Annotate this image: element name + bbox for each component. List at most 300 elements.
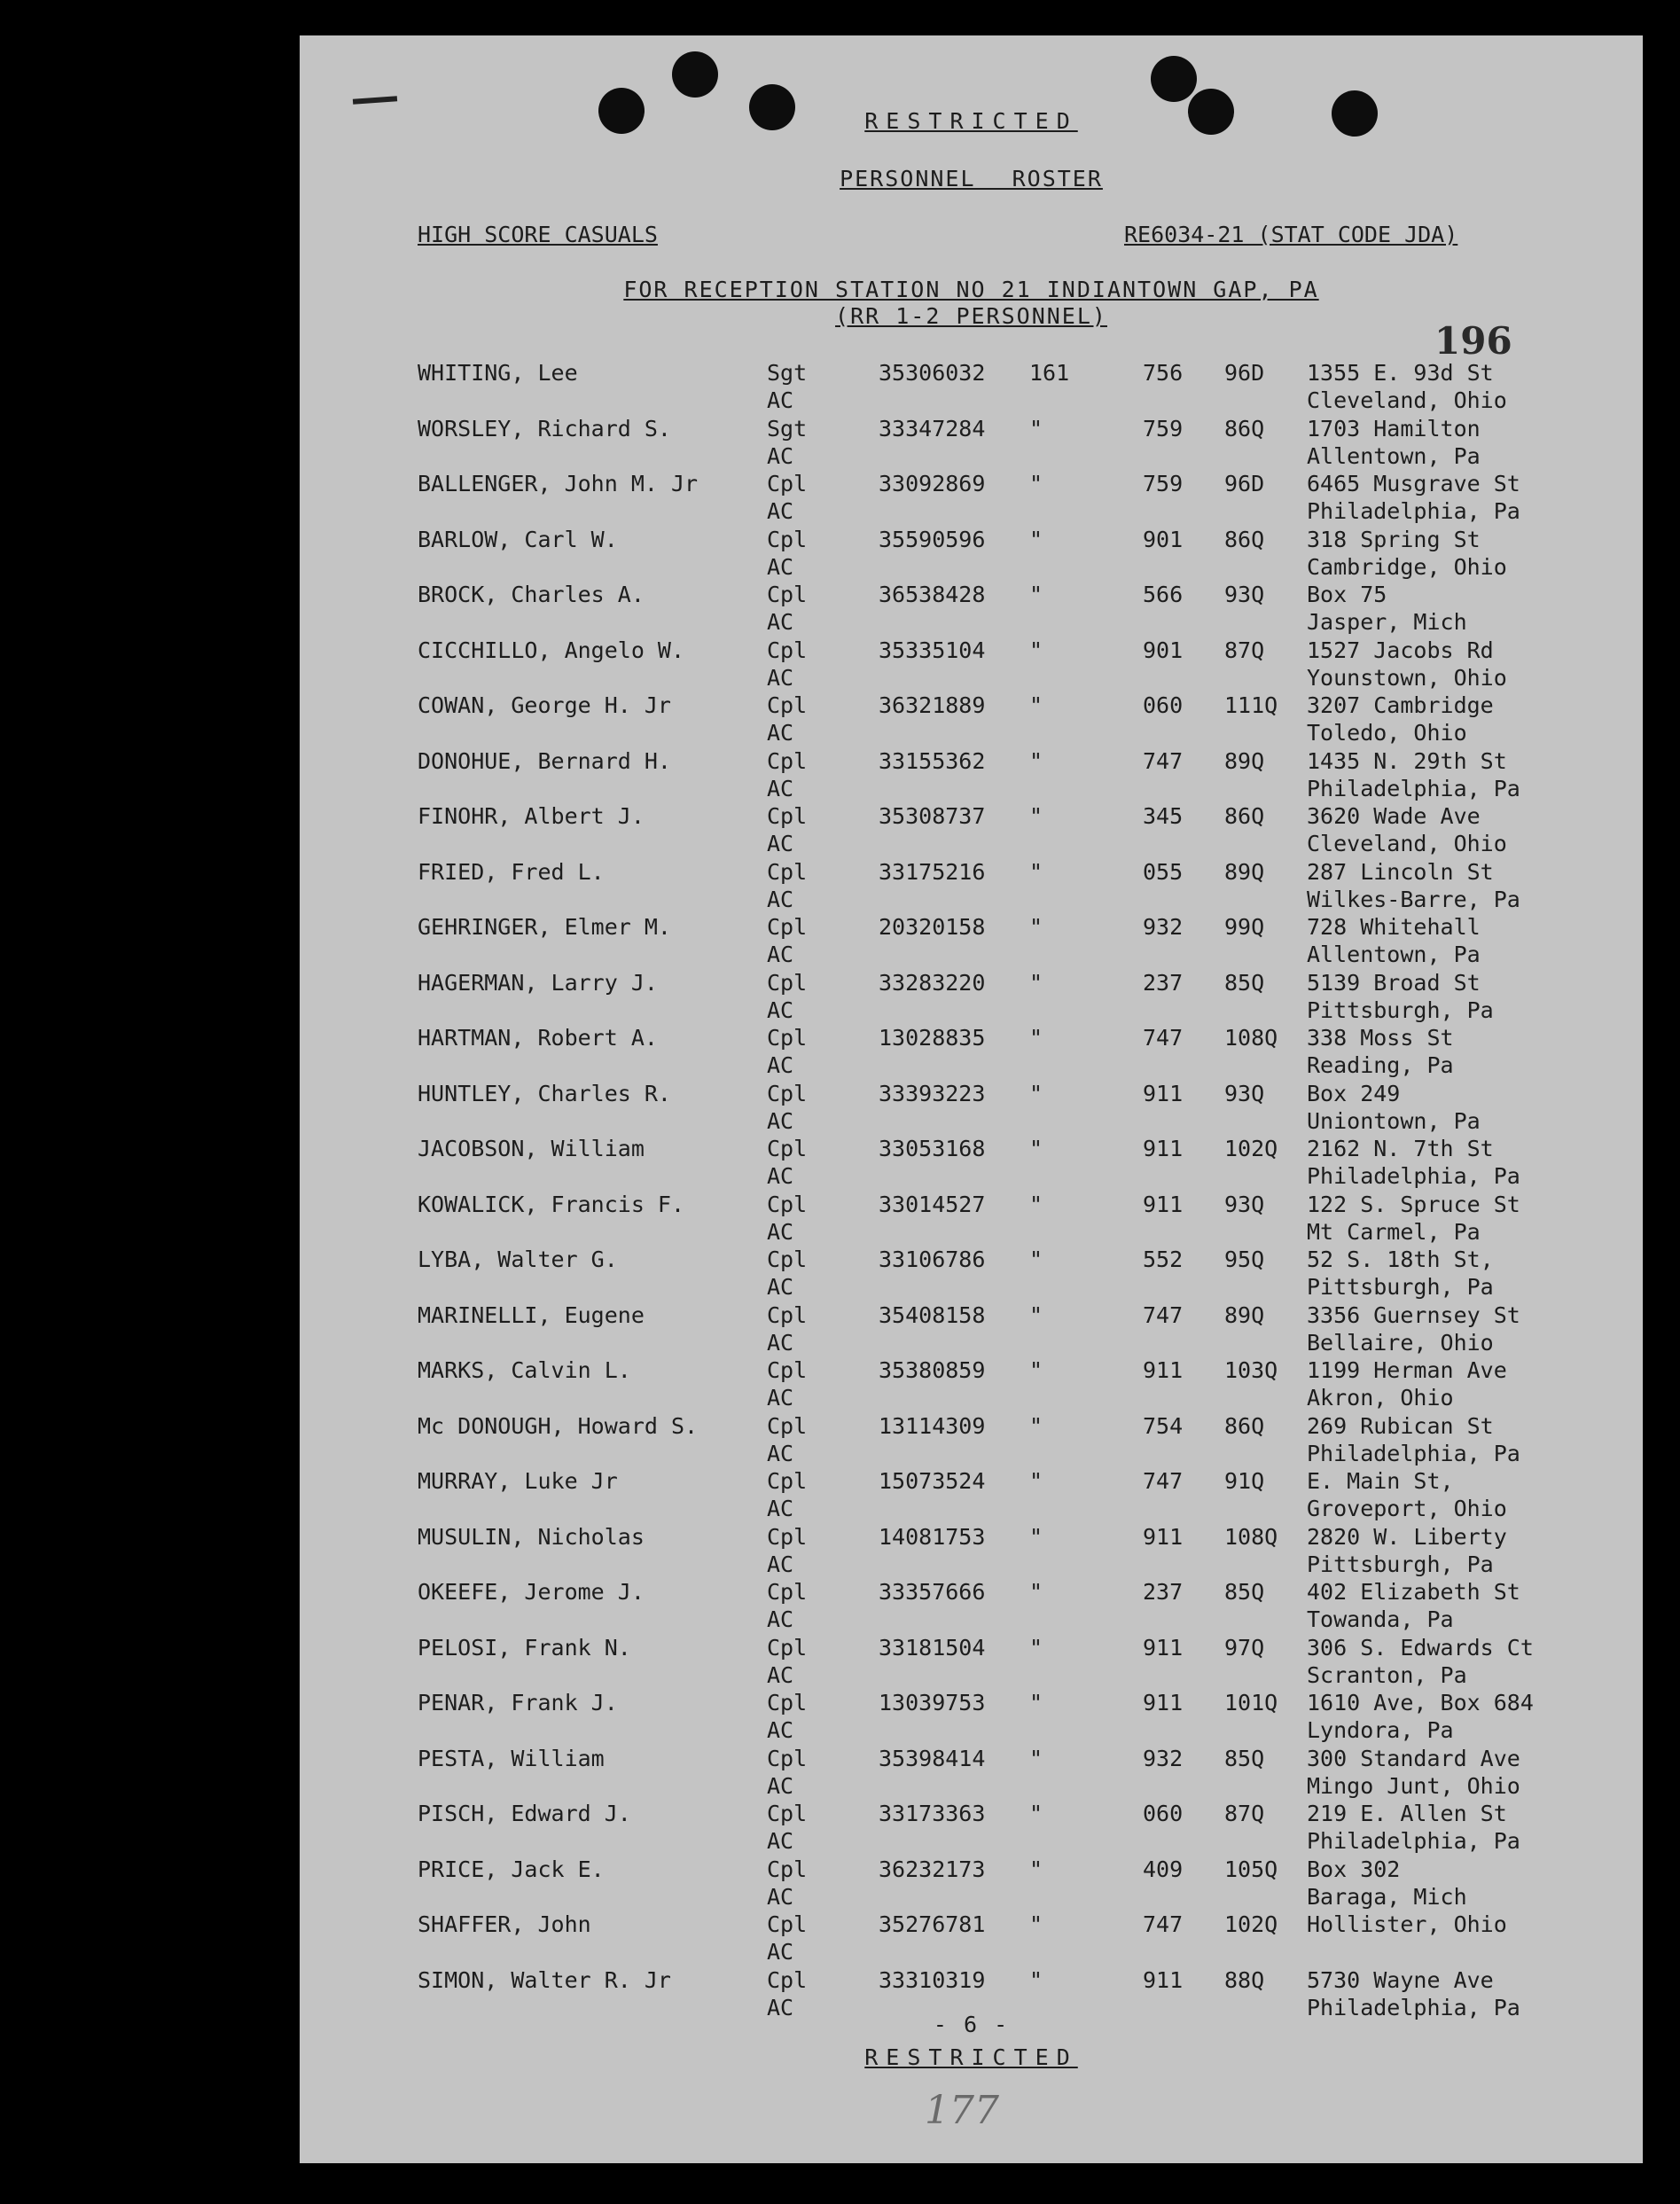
table-row (300, 1524, 1643, 1579)
branch: AC (767, 996, 794, 1023)
address-line-2: Uniontown, Pa (1307, 1107, 1481, 1134)
address-line-2: Pittsburgh, Pa (1307, 1551, 1494, 1577)
handwritten-number: 177 (925, 2088, 999, 2133)
address-line-2: Cleveland, Ohio (1307, 387, 1507, 413)
score-code: 95Q (1224, 1247, 1265, 1272)
score-code: 96D (1224, 471, 1265, 496)
branch: AC (767, 609, 794, 635)
score-code: 108Q (1224, 1025, 1278, 1051)
person-name: WORSLEY, Richard S. (418, 415, 671, 442)
table-row (300, 1413, 1643, 1468)
score-code: 91Q (1224, 1468, 1265, 1494)
mos-number: 911 (1143, 1357, 1184, 1383)
rank: Cpl (767, 1247, 808, 1272)
address-line-1: 3207 Cambridge (1307, 692, 1494, 718)
person-name: PESTA, William (418, 1745, 605, 1771)
code: " (1029, 415, 1043, 442)
serial-number: 33155362 (879, 747, 986, 774)
mos-number: 060 (1143, 1801, 1184, 1826)
address-line-2: Towanda, Pa (1307, 1606, 1454, 1632)
serial-number: 33283220 (879, 969, 986, 996)
address-line-1: 269 Rubican St (1307, 1412, 1494, 1439)
mos-number: 756 (1143, 360, 1184, 386)
branch: AC (767, 720, 794, 746)
branch: AC (767, 1883, 794, 1910)
address-line-2: Jasper, Mich (1307, 609, 1467, 635)
address-line-2: Younstown, Ohio (1307, 664, 1507, 691)
table-row (300, 582, 1643, 637)
code: " (1029, 1690, 1043, 1716)
table-row (300, 1192, 1643, 1247)
branch: AC (767, 1107, 794, 1134)
address-line-2: Mt Carmel, Pa (1307, 1218, 1481, 1245)
address-line-1: E. Main St, (1307, 1468, 1454, 1494)
score-code: 102Q (1224, 1136, 1278, 1161)
code: " (1029, 747, 1043, 774)
mos-number: 911 (1143, 1523, 1184, 1550)
address-line-2: Pittsburgh, Pa (1307, 1274, 1494, 1300)
mos-number: 747 (1143, 1025, 1184, 1051)
code: " (1029, 1412, 1043, 1439)
table-row (300, 1579, 1643, 1634)
address-line-2: Philadelphia, Pa (1307, 1994, 1520, 2020)
rank: Cpl (767, 1468, 808, 1494)
branch: AC (767, 387, 794, 413)
address-line-2: Philadelphia, Pa (1307, 1828, 1520, 1854)
score-code: 99Q (1224, 914, 1265, 940)
rank: Cpl (767, 1745, 808, 1771)
address-line-1: 300 Standard Ave (1307, 1745, 1520, 1771)
score-code: 93Q (1224, 1080, 1265, 1106)
score-code: 86Q (1224, 526, 1265, 552)
score-code: 86Q (1224, 1412, 1265, 1439)
rank: Cpl (767, 1412, 808, 1439)
code: " (1029, 1191, 1043, 1217)
code: " (1029, 858, 1043, 885)
unit-label: HIGH SCORE CASUALS (418, 222, 658, 247)
table-row (300, 1801, 1643, 1856)
branch: AC (767, 1717, 794, 1743)
address-line-2: Cleveland, Ohio (1307, 831, 1507, 856)
mos-number: 911 (1143, 1690, 1184, 1716)
branch: AC (767, 1939, 794, 1965)
mos-number: 911 (1143, 1191, 1184, 1217)
serial-number: 33053168 (879, 1136, 986, 1161)
code: " (1029, 1745, 1043, 1771)
serial-number: 13028835 (879, 1025, 986, 1051)
code: " (1029, 1856, 1043, 1882)
code: " (1029, 582, 1043, 607)
person-name: HAGERMAN, Larry J. (418, 969, 658, 996)
person-name: MARINELLI, Eugene (418, 1301, 645, 1328)
address-line-1: 318 Spring St (1307, 526, 1481, 552)
table-row (300, 1911, 1643, 1966)
mos-number: 552 (1143, 1247, 1184, 1272)
person-name: DONOHUE, Bernard H. (418, 747, 671, 774)
person-name: MUSULIN, Nicholas (418, 1523, 645, 1550)
address-line-2: Scranton, Pa (1307, 1661, 1467, 1688)
serial-number: 35276781 (879, 1911, 986, 1937)
table-row (300, 859, 1643, 914)
address-line-2: Pittsburgh, Pa (1307, 996, 1494, 1023)
address-line-1: 219 E. Allen St (1307, 1801, 1507, 1826)
address-line-1: 5139 Broad St (1307, 969, 1481, 996)
address-line-1: 3356 Guernsey St (1307, 1301, 1520, 1328)
code: " (1029, 1468, 1043, 1494)
mos-number: 747 (1143, 1911, 1184, 1937)
serial-number: 13039753 (879, 1690, 986, 1716)
document-page (300, 35, 1643, 2163)
person-name: CICCHILLO, Angelo W. (418, 637, 685, 663)
mos-number: 911 (1143, 1634, 1184, 1661)
table-row (300, 803, 1643, 858)
address-line-1: 1355 E. 93d St (1307, 360, 1494, 386)
branch: AC (767, 886, 794, 912)
address-line-1: 6465 Musgrave St (1307, 471, 1520, 496)
code: " (1029, 1136, 1043, 1161)
branch: AC (767, 1661, 794, 1688)
score-code: 103Q (1224, 1357, 1278, 1383)
address-line-2: Philadelphia, Pa (1307, 498, 1520, 524)
person-name: BROCK, Charles A. (418, 582, 645, 607)
mos-number: 759 (1143, 471, 1184, 496)
rank: Cpl (767, 1523, 808, 1550)
table-row (300, 360, 1643, 415)
mos-number: 747 (1143, 1301, 1184, 1328)
table-row (300, 692, 1643, 747)
address-line-2: Mingo Junt, Ohio (1307, 1772, 1520, 1799)
serial-number: 33092869 (879, 471, 986, 496)
mos-number: 901 (1143, 637, 1184, 663)
address-line-2: Reading, Pa (1307, 1052, 1454, 1078)
punch-hole (1151, 56, 1197, 102)
serial-number: 35590596 (879, 526, 986, 552)
rank: Sgt (767, 415, 808, 442)
code: " (1029, 692, 1043, 718)
rank: Cpl (767, 914, 808, 940)
address-line-1: Hollister, Ohio (1307, 1911, 1507, 1937)
mos-number: 932 (1143, 1745, 1184, 1771)
code: " (1029, 526, 1043, 552)
address-line-1: 306 S. Edwards Ct (1307, 1634, 1534, 1661)
score-code: 102Q (1224, 1911, 1278, 1937)
score-code: 85Q (1224, 969, 1265, 996)
branch: AC (767, 1385, 794, 1411)
mos-number: 055 (1143, 858, 1184, 885)
mos-number: 747 (1143, 747, 1184, 774)
person-name: HUNTLEY, Charles R. (418, 1080, 671, 1106)
address-line-2: Toledo, Ohio (1307, 720, 1467, 746)
table-row (300, 471, 1643, 526)
score-code: 108Q (1224, 1523, 1278, 1550)
serial-number: 33175216 (879, 858, 986, 885)
branch: AC (767, 1329, 794, 1356)
address-line-1: Box 302 (1307, 1856, 1401, 1882)
serial-number: 33173363 (879, 1801, 986, 1826)
rank: Cpl (767, 471, 808, 496)
code: " (1029, 1911, 1043, 1937)
person-name: KOWALICK, Francis F. (418, 1191, 685, 1217)
code: " (1029, 471, 1043, 496)
rank: Cpl (767, 1690, 808, 1716)
serial-number: 35408158 (879, 1301, 986, 1328)
branch: AC (767, 1218, 794, 1245)
rank: Cpl (767, 1911, 808, 1937)
handwritten-page-number: 196 (1434, 319, 1512, 363)
person-name: OKEEFE, Jerome J. (418, 1579, 645, 1605)
rank: Cpl (767, 1966, 808, 1993)
mos-number: 345 (1143, 803, 1184, 829)
branch: AC (767, 1606, 794, 1632)
address-line-1: 338 Moss St (1307, 1025, 1454, 1051)
person-name: FRIED, Fred L. (418, 858, 605, 885)
mos-number: 754 (1143, 1412, 1184, 1439)
address-line-1: 402 Elizabeth St (1307, 1579, 1520, 1605)
table-row (300, 1081, 1643, 1136)
personnel-subtitle: (RR 1-2 PERSONNEL) (835, 303, 1107, 329)
table-row (300, 1746, 1643, 1801)
mos-number: 566 (1143, 582, 1184, 607)
address-line-1: 1610 Ave, Box 684 (1307, 1690, 1534, 1716)
branch: AC (767, 1994, 794, 2020)
address-line-1: 2162 N. 7th St (1307, 1136, 1494, 1161)
address-line-1: 1703 Hamilton (1307, 415, 1481, 442)
code: " (1029, 1301, 1043, 1328)
person-name: MURRAY, Luke Jr (418, 1468, 618, 1494)
branch: AC (767, 1496, 794, 1521)
code: " (1029, 1801, 1043, 1826)
table-row (300, 1136, 1643, 1191)
rank: Cpl (767, 1136, 808, 1161)
serial-number: 35335104 (879, 637, 986, 663)
code: " (1029, 803, 1043, 829)
person-name: LYBA, Walter G. (418, 1247, 618, 1272)
rank: Cpl (767, 1191, 808, 1217)
serial-number: 20320158 (879, 914, 986, 940)
address-line-2: Groveport, Ohio (1307, 1496, 1507, 1521)
code: " (1029, 1080, 1043, 1106)
table-row (300, 527, 1643, 582)
person-name: WHITING, Lee (418, 360, 578, 386)
branch: AC (767, 553, 794, 580)
serial-number: 33310319 (879, 1966, 986, 1993)
score-code: 96D (1224, 360, 1265, 386)
ink-mark (353, 96, 397, 104)
serial-number: 33357666 (879, 1579, 986, 1605)
address-line-2: Allentown, Pa (1307, 942, 1481, 967)
code: " (1029, 1966, 1043, 1993)
score-code: 85Q (1224, 1579, 1265, 1605)
code: " (1029, 1523, 1043, 1550)
address-line-2: Wilkes-Barre, Pa (1307, 886, 1520, 912)
rank: Cpl (767, 582, 808, 607)
serial-number: 14081753 (879, 1523, 986, 1550)
serial-number: 35308737 (879, 803, 986, 829)
code: " (1029, 1634, 1043, 1661)
rank: Cpl (767, 1301, 808, 1328)
rank: Cpl (767, 747, 808, 774)
branch: AC (767, 831, 794, 856)
rank: Cpl (767, 692, 808, 718)
person-name: PRICE, Jack E. (418, 1856, 605, 1882)
address-line-2: Cambridge, Ohio (1307, 553, 1507, 580)
mos-number: 747 (1143, 1468, 1184, 1494)
address-line-1: 3620 Wade Ave (1307, 803, 1481, 829)
score-code: 85Q (1224, 1745, 1265, 1771)
rank: Cpl (767, 1025, 808, 1051)
mos-number: 932 (1143, 914, 1184, 940)
address-line-1: 287 Lincoln St (1307, 858, 1494, 885)
table-row (300, 970, 1643, 1025)
branch: AC (767, 1163, 794, 1189)
code: " (1029, 1579, 1043, 1605)
person-name: GEHRINGER, Elmer M. (418, 914, 671, 940)
rank: Cpl (767, 969, 808, 996)
rank: Cpl (767, 1634, 808, 1661)
address-line-2: Bellaire, Ohio (1307, 1329, 1494, 1356)
address-line-1: 122 S. Spruce St (1307, 1191, 1520, 1217)
rank: Cpl (767, 526, 808, 552)
table-row (300, 1856, 1643, 1911)
punch-hole (672, 51, 718, 98)
score-code: 101Q (1224, 1690, 1278, 1716)
score-code: 87Q (1224, 1801, 1265, 1826)
code: " (1029, 914, 1043, 940)
branch: AC (767, 1551, 794, 1577)
table-row (300, 1302, 1643, 1357)
address-line-2: Lyndora, Pa (1307, 1717, 1454, 1743)
classification-footer: RESTRICTED (864, 2044, 1078, 2070)
mos-number: 911 (1143, 1966, 1184, 1993)
serial-number: 35398414 (879, 1745, 986, 1771)
person-name: PISCH, Edward J. (418, 1801, 631, 1826)
roster-title: PERSONNEL ROSTER (840, 166, 1103, 191)
table-row (300, 1468, 1643, 1523)
score-code: 93Q (1224, 582, 1265, 607)
mos-number: 759 (1143, 415, 1184, 442)
score-code: 87Q (1224, 637, 1265, 663)
branch: AC (767, 664, 794, 691)
mos-number: 911 (1143, 1136, 1184, 1161)
table-row (300, 637, 1643, 692)
address-line-1: 1527 Jacobs Rd (1307, 637, 1494, 663)
address-line-1: 728 Whitehall (1307, 914, 1481, 940)
rank: Cpl (767, 1856, 808, 1882)
person-name: SHAFFER, John (418, 1911, 591, 1937)
table-row (300, 1357, 1643, 1412)
score-code: 88Q (1224, 1966, 1265, 1993)
score-code: 97Q (1224, 1634, 1265, 1661)
serial-number: 35306032 (879, 360, 986, 386)
serial-number: 15073524 (879, 1468, 986, 1494)
branch: AC (767, 775, 794, 801)
address-line-2: Philadelphia, Pa (1307, 775, 1520, 801)
serial-number: 36538428 (879, 582, 986, 607)
score-code: 93Q (1224, 1191, 1265, 1217)
branch: AC (767, 1052, 794, 1078)
code: " (1029, 969, 1043, 996)
rank: Sgt (767, 360, 808, 386)
table-row (300, 748, 1643, 803)
branch: AC (767, 1772, 794, 1799)
address-line-1: Box 249 (1307, 1080, 1401, 1106)
score-code: 86Q (1224, 415, 1265, 442)
rank: Cpl (767, 1579, 808, 1605)
rank: Cpl (767, 637, 808, 663)
station-title: FOR RECEPTION STATION NO 21 INDIANTOWN GAP, PA (623, 277, 1319, 302)
table-row (300, 416, 1643, 471)
score-code: 105Q (1224, 1856, 1278, 1882)
address-line-1: 2820 W. Liberty (1307, 1523, 1507, 1550)
reference-code: RE6034-21 (STAT CODE JDA) (1124, 222, 1458, 247)
score-code: 89Q (1224, 1301, 1265, 1328)
rank: Cpl (767, 803, 808, 829)
address-line-1: 5730 Wayne Ave (1307, 1966, 1494, 1993)
table-row (300, 1025, 1643, 1080)
serial-number: 33393223 (879, 1080, 986, 1106)
page-number: - 6 - (933, 2012, 1010, 2037)
table-row (300, 914, 1643, 969)
person-name: JACOBSON, William (418, 1136, 645, 1161)
code: " (1029, 1247, 1043, 1272)
table-row (300, 1247, 1643, 1301)
serial-number: 35380859 (879, 1357, 986, 1383)
address-line-2: Philadelphia, Pa (1307, 1163, 1520, 1189)
mos-number: 060 (1143, 692, 1184, 718)
person-name: FINOHR, Albert J. (418, 803, 645, 829)
address-line-2: Akron, Ohio (1307, 1385, 1454, 1411)
address-line-1: 1435 N. 29th St (1307, 747, 1507, 774)
person-name: HARTMAN, Robert A. (418, 1025, 658, 1051)
address-line-2: Baraga, Mich (1307, 1883, 1467, 1910)
code: " (1029, 1357, 1043, 1383)
address-line-1: 52 S. 18th St, (1307, 1247, 1494, 1272)
person-name: COWAN, George H. Jr (418, 692, 671, 718)
mos-number: 901 (1143, 526, 1184, 552)
branch: AC (767, 1828, 794, 1854)
rank: Cpl (767, 1801, 808, 1826)
score-code: 111Q (1224, 692, 1278, 718)
person-name: BALLENGER, John M. Jr (418, 471, 699, 496)
branch: AC (767, 442, 794, 469)
serial-number: 33347284 (879, 415, 986, 442)
person-name: Mc DONOUGH, Howard S. (418, 1412, 699, 1439)
rank: Cpl (767, 1080, 808, 1106)
rank: Cpl (767, 858, 808, 885)
serial-number: 36321889 (879, 692, 986, 718)
serial-number: 36232173 (879, 1856, 986, 1882)
address-line-2: Allentown, Pa (1307, 442, 1481, 469)
mos-number: 911 (1143, 1080, 1184, 1106)
code: " (1029, 1025, 1043, 1051)
person-name: PENAR, Frank J. (418, 1690, 618, 1716)
mos-number: 409 (1143, 1856, 1184, 1882)
score-code: 86Q (1224, 803, 1265, 829)
address-line-2: Philadelphia, Pa (1307, 1440, 1520, 1466)
person-name: BARLOW, Carl W. (418, 526, 618, 552)
branch: AC (767, 1440, 794, 1466)
serial-number: 33181504 (879, 1634, 986, 1661)
serial-number: 33014527 (879, 1191, 986, 1217)
code: 161 (1029, 360, 1070, 386)
address-line-1: 1199 Herman Ave (1307, 1357, 1507, 1383)
serial-number: 33106786 (879, 1247, 986, 1272)
score-code: 89Q (1224, 747, 1265, 774)
mos-number: 237 (1143, 1579, 1184, 1605)
branch: AC (767, 1274, 794, 1300)
classification-header: RESTRICTED (864, 108, 1078, 134)
branch: AC (767, 498, 794, 524)
